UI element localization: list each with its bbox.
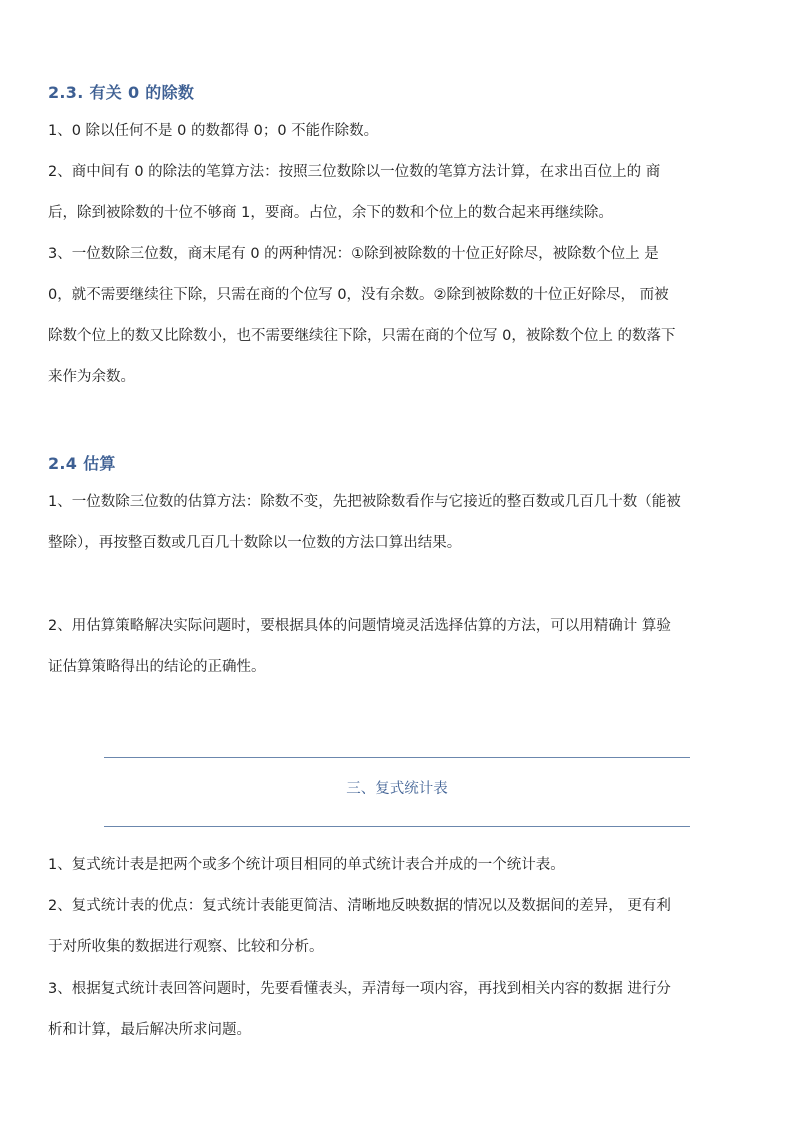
section-divider-bottom — [104, 826, 690, 827]
text-line: 2、用估算策略解决实际问题时，要根据具体的问题情境灵活选择估算的方法，可以用精确计 算验 — [48, 618, 671, 634]
text-line: 除数个位上的数又比除数小，也不需要继续往下除，只需在商的个位写 0，被除数个位上 的数落下 — [48, 328, 676, 344]
text-line: 1、一位数除三位数的估算方法：除数不变，先把被除数看作与它接近的整百数或几百几十数（能被 — [48, 494, 681, 510]
text-line: 整除），再按整百数或几百几十数除以一位数的方法口算出结果。 — [48, 535, 462, 551]
text-line: 3、根据复式统计表回答问题时，先要看懂表头，弄清每一项内容，再找到相关内容的数据 进行分 — [48, 981, 671, 997]
text-line: 后，除到被除数的十位不够商 1，要商。占位，余下的数和个位上的数合起来再继续除。 — [48, 205, 613, 221]
paragraph-2-3-item-2 — [48, 152, 746, 234]
text-line: 1、0 除以任何不是 0 的数都得 0；0 不能作除数。 — [48, 123, 379, 139]
text-line: 证估算策略得出的结论的正确性。 — [48, 659, 266, 675]
paragraph-2-4-item-2 — [48, 606, 746, 688]
section-heading-2-4: 2.4 估算 — [48, 454, 116, 473]
text-line: 1、复式统计表是把两个或多个统计项目相同的单式统计表合并成的一个统计表。 — [48, 857, 565, 873]
paragraph-3-item-3 — [48, 969, 746, 1051]
text-line: 0，就不需要继续往下除，只需在商的个位写 0，没有余数。②除到被除数的十位正好除尽， 而被 — [48, 287, 669, 303]
section-heading-3: 三、复式统计表 — [346, 781, 448, 797]
paragraph-2-3-item-1 — [48, 111, 746, 152]
paragraph-2-4-item-1 — [48, 482, 746, 564]
text-line: 3、一位数除三位数，商末尾有 0 的两种情况：①除到被除数的十位正好除尽，被除数个位上 是 — [48, 246, 659, 262]
section-divider-top — [104, 757, 690, 758]
section-heading-2-3: 2.3. 有关 0 的除数 — [48, 83, 195, 102]
paragraph-3-item-2 — [48, 886, 746, 968]
paragraph-2-3-item-3 — [48, 234, 746, 398]
paragraph-3-item-1 — [48, 845, 746, 886]
text-line: 析和计算，最后解决所求问题。 — [48, 1022, 251, 1038]
text-line: 2、商中间有 0 的除法的笔算方法：按照三位数除以一位数的笔算方法计算，在求出百位上的 商 — [48, 164, 661, 180]
text-line: 2、复式统计表的优点：复式统计表能更简洁、清晰地反映数据的情况以及数据间的差异， 更有利 — [48, 898, 671, 914]
text-line: 来作为余数。 — [48, 369, 135, 385]
text-line: 于对所收集的数据进行观察、比较和分析。 — [48, 939, 324, 955]
